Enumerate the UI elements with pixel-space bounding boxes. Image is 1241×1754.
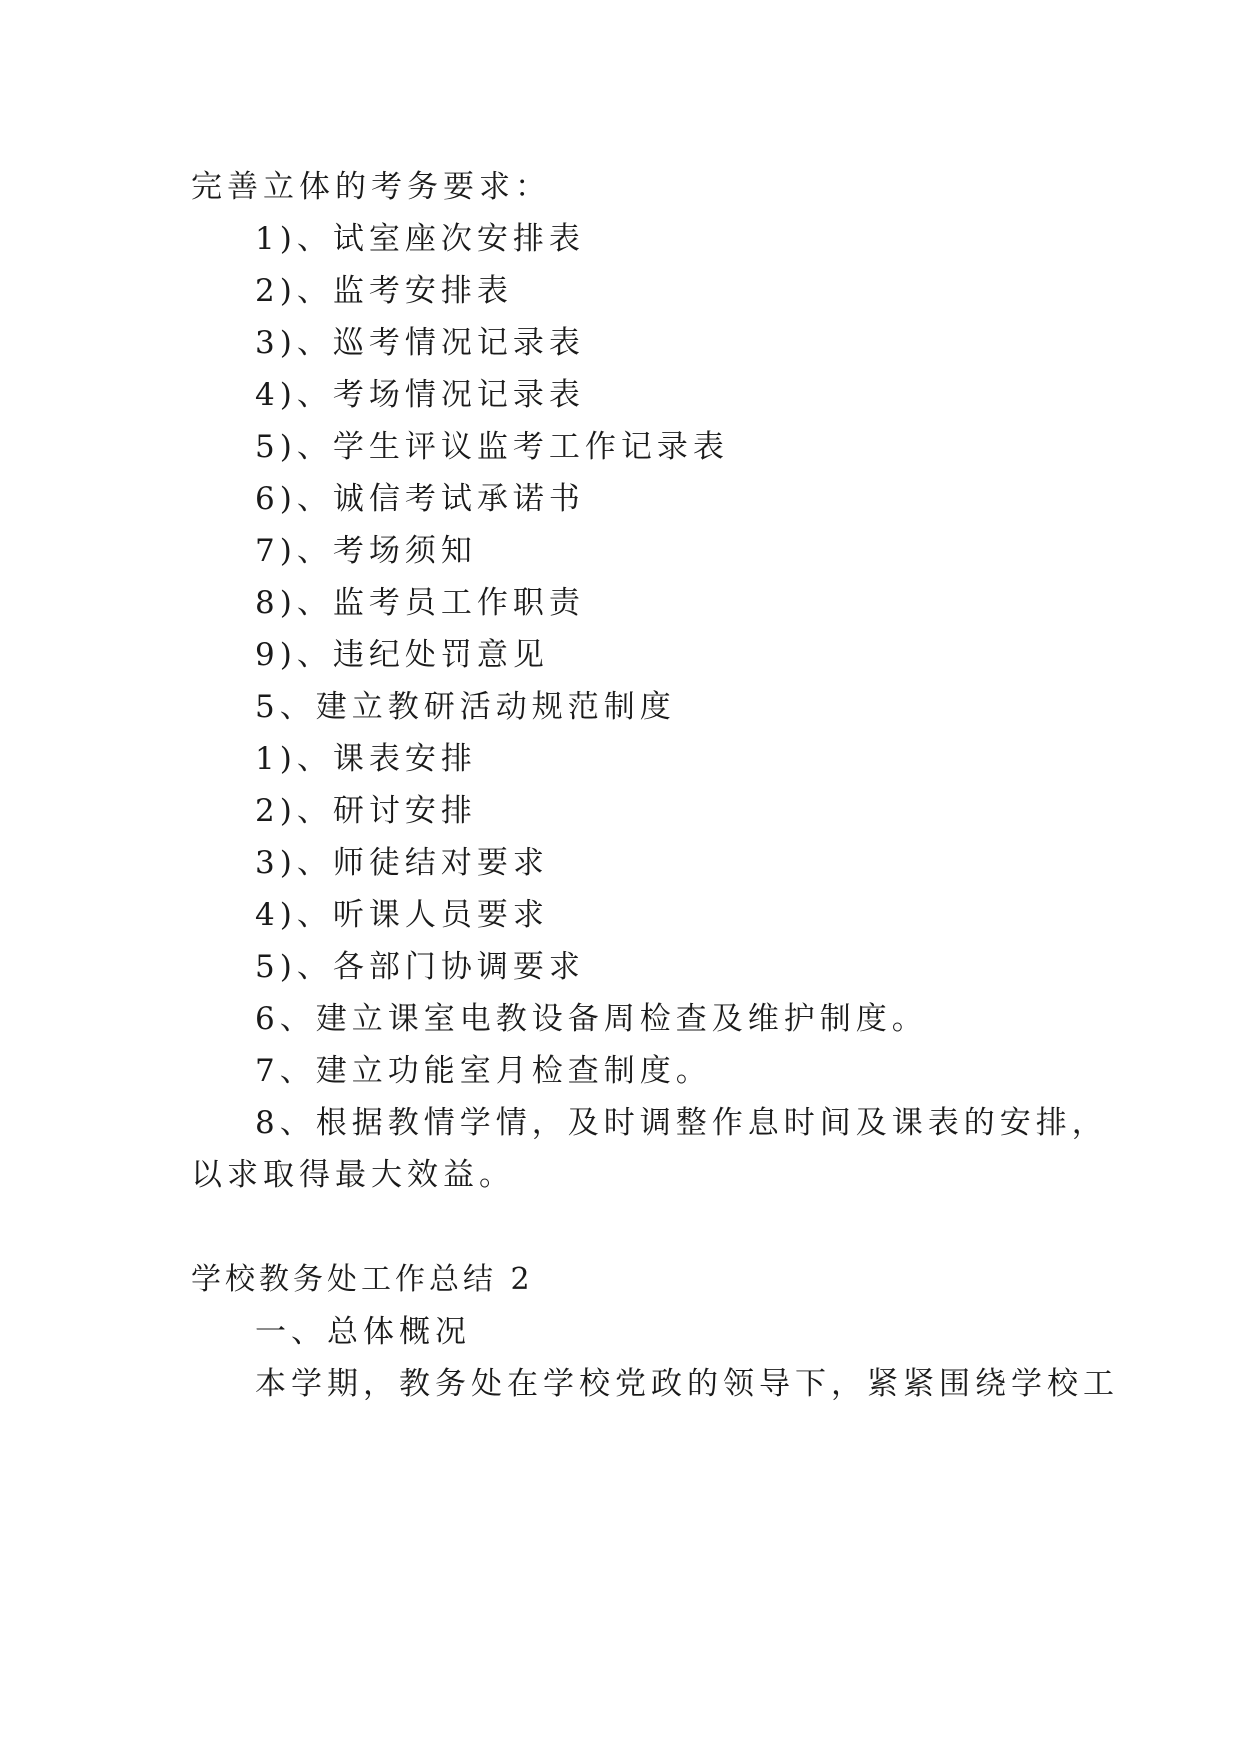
- list-item: 5)、各部门协调要求: [255, 949, 585, 985]
- section-title: 学校教务处工作总结 2: [191, 1262, 534, 1297]
- point8-line-1: 8、根据教情学情，及时调整作息时间及课表的安排，: [255, 1105, 1108, 1141]
- list-item: 2)、研讨安排: [255, 793, 477, 829]
- point5-title: 5、建立教研活动规范制度: [255, 689, 676, 725]
- list-item: 9)、违纪处罚意见: [255, 637, 549, 673]
- list-item: 7)、考场须知: [255, 533, 477, 569]
- list-item: 4)、听课人员要求: [255, 897, 549, 933]
- paragraph-line: 本学期，教务处在学校党政的领导下，紧紧围绕学校工: [255, 1366, 1119, 1402]
- list-item: 6)、诚信考试承诺书: [255, 481, 585, 517]
- list-item: 4)、考场情况记录表: [255, 377, 585, 413]
- point8-line-2: 以求取得最大效益。: [191, 1157, 515, 1193]
- intro-line: 完善立体的考务要求：: [191, 169, 551, 205]
- list-item: 2)、监考安排表: [255, 273, 513, 309]
- point7-line: 7、建立功能室月检查制度。: [255, 1053, 712, 1089]
- list-item: 3)、巡考情况记录表: [255, 325, 585, 361]
- list-item: 3)、师徒结对要求: [255, 845, 549, 881]
- list-item: 1)、试室座次安排表: [255, 221, 585, 257]
- point6-line: 6、建立课室电教设备周检查及维护制度。: [255, 1001, 928, 1037]
- list-item: 1)、课表安排: [255, 741, 477, 777]
- section-subtitle: 一、总体概况: [255, 1314, 471, 1350]
- list-item: 8)、监考员工作职责: [255, 585, 585, 621]
- list-item: 5)、学生评议监考工作记录表: [255, 429, 729, 465]
